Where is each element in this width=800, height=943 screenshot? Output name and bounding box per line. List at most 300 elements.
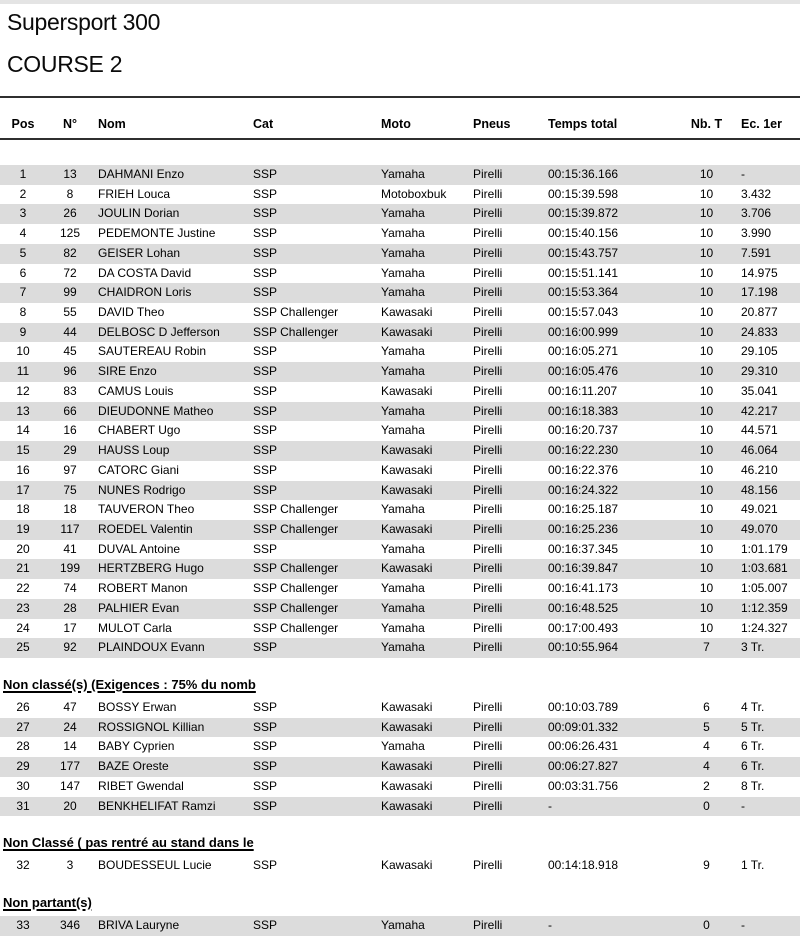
table-row [0, 757, 800, 777]
cell-ec: 8 Tr. [741, 778, 765, 793]
table-row [0, 698, 800, 718]
cell-pos: 12 [16, 383, 30, 398]
column-header-num: N° [62, 117, 78, 131]
table-header-row [0, 112, 800, 136]
cell-cat: SSP [253, 206, 278, 221]
cell-pos: 6 [19, 265, 27, 280]
cell-pneus: Pirelli [473, 344, 503, 359]
cell-num: 125 [59, 226, 81, 241]
cell-nbt: 10 [699, 245, 714, 260]
table-row [0, 342, 800, 362]
cell-nom: MULOT Carla [98, 620, 172, 635]
cell-moto: Yamaha [381, 502, 425, 517]
cell-cat: SSP [253, 699, 278, 714]
cell-nbt: 10 [699, 462, 714, 477]
cell-cat: SSP [253, 858, 278, 873]
cell-nom: CHAIDRON Loris [98, 285, 192, 300]
cell-temps: 00:09:01.332 [548, 719, 619, 734]
cell-cat: SSP [253, 423, 278, 438]
cell-num: 29 [63, 443, 77, 458]
cell-pos: 13 [16, 403, 30, 418]
cell-pneus: Pirelli [473, 759, 503, 774]
cell-pneus: Pirelli [473, 521, 503, 536]
cell-temps: 00:03:31.756 [548, 778, 619, 793]
cell-nom: ROSSIGNOL Killian [98, 719, 205, 734]
table-row [0, 244, 800, 264]
cell-ec: 1 Tr. [741, 858, 765, 873]
cell-pneus: Pirelli [473, 305, 503, 320]
cell-moto: Yamaha [381, 167, 425, 181]
cell-temps: 00:17:00.493 [548, 620, 619, 635]
cell-moto: Yamaha [381, 265, 425, 280]
cell-moto: Kawasaki [381, 778, 433, 793]
cell-temps: 00:15:51.141 [548, 265, 619, 280]
cell-nbt: 6 [703, 699, 710, 714]
cell-pos: 26 [16, 699, 30, 714]
cell-temps: 00:16:22.230 [548, 443, 619, 458]
table-row [0, 441, 800, 461]
cell-nom: NUNES Rodrigo [98, 482, 186, 497]
cell-temps: 00:16:24.322 [548, 482, 619, 497]
cell-ec: - [741, 798, 745, 813]
cell-ec: 49.021 [741, 502, 778, 517]
cell-pneus: Pirelli [473, 699, 503, 714]
table-row [0, 638, 800, 658]
table-row [0, 619, 800, 639]
cell-num: 66 [63, 403, 77, 418]
cell-nom: DELBOSC D Jefferson [98, 324, 220, 339]
table-row [0, 303, 800, 323]
cell-pneus: Pirelli [473, 403, 503, 418]
cell-cat: SSP [253, 245, 278, 260]
cell-pneus: Pirelli [473, 186, 503, 201]
cell-temps: 00:10:55.964 [548, 640, 619, 655]
cell-pneus: Pirelli [473, 364, 503, 379]
cell-temps: 00:15:53.364 [548, 285, 619, 300]
cell-pneus: Pirelli [473, 324, 503, 339]
cell-cat: SSP [253, 265, 278, 280]
cell-temps: 00:16:39.847 [548, 561, 619, 576]
cell-num: 45 [63, 344, 77, 359]
cell-pneus: Pirelli [473, 600, 503, 615]
cell-nom: GEISER Lohan [98, 245, 181, 260]
cell-nbt: 4 [703, 759, 710, 774]
cell-moto: Yamaha [381, 918, 425, 932]
cell-moto: Yamaha [381, 226, 425, 241]
cell-nom: BOSSY Erwan [98, 699, 177, 714]
cell-num: 16 [63, 423, 77, 438]
cell-num: 82 [63, 245, 77, 260]
cell-temps: 00:16:11.207 [548, 383, 618, 398]
cell-nom: PALHIER Evan [98, 600, 180, 615]
cell-cat: SSP Challenger [253, 600, 339, 615]
section-header: Non partant(s) [3, 895, 92, 910]
cell-cat: SSP [253, 482, 278, 497]
cell-temps: 00:10:03.789 [548, 699, 619, 714]
cell-num: 83 [63, 383, 77, 398]
cell-num: 47 [63, 699, 77, 714]
cell-ec: 5 Tr. [741, 719, 765, 734]
cell-nom: DAHMANI Enzo [98, 167, 185, 181]
cell-cat: SSP [253, 186, 278, 201]
cell-nom: DUVAL Antoine [98, 541, 181, 556]
cell-ec: 24.833 [741, 324, 778, 339]
cell-pos: 9 [19, 324, 27, 339]
cell-temps: 00:15:36.166 [548, 167, 619, 181]
cell-ec: - [741, 918, 745, 932]
column-header-cat: Cat [253, 117, 274, 131]
table-row [0, 323, 800, 343]
cell-ec: 1:03.681 [741, 561, 788, 576]
table-row [0, 500, 800, 520]
cell-temps: 00:16:25.187 [548, 502, 619, 517]
cell-cat: SSP [253, 739, 278, 754]
cell-temps: 00:16:00.999 [548, 324, 619, 339]
cell-cat: SSP Challenger [253, 521, 339, 536]
results-table-body [0, 165, 800, 936]
cell-temps: 00:14:18.918 [548, 858, 619, 873]
cell-pos: 32 [16, 858, 30, 873]
cell-moto: Yamaha [381, 344, 425, 359]
cell-moto: Yamaha [381, 423, 425, 438]
cell-num: 97 [63, 462, 77, 477]
cell-moto: Yamaha [381, 541, 425, 556]
cell-pos: 30 [16, 778, 30, 793]
cell-num: 99 [63, 285, 77, 300]
cell-nbt: 10 [699, 443, 714, 458]
cell-nom: DA COSTA David [98, 265, 192, 280]
cell-ec: 17.198 [741, 285, 778, 300]
cell-moto: Yamaha [381, 739, 425, 754]
table-row [0, 579, 800, 599]
cell-nbt: 7 [703, 640, 710, 655]
cell-nom: PEDEMONTE Justine [98, 226, 216, 241]
cell-ec: 1:12.359 [741, 600, 788, 615]
column-header-pos: Pos [11, 117, 35, 131]
cell-pos: 22 [16, 581, 30, 596]
table-row [0, 224, 800, 244]
cell-nom: BOUDESSEUL Lucie [98, 858, 212, 873]
cell-nbt: 10 [699, 364, 714, 379]
cell-moto: Kawasaki [381, 798, 433, 813]
table-row [0, 421, 800, 441]
cell-moto: Kawasaki [381, 305, 433, 320]
cell-ec: 3.432 [741, 186, 772, 201]
cell-nom: FRIEH Louca [98, 186, 171, 201]
cell-pos: 19 [16, 521, 30, 536]
cell-pneus: Pirelli [473, 285, 503, 300]
cell-moto: Kawasaki [381, 719, 433, 734]
cell-cat: SSP [253, 719, 278, 734]
race-title: COURSE 2 [7, 51, 123, 77]
cell-num: 177 [59, 759, 81, 774]
cell-pos: 23 [16, 600, 30, 615]
header-rule-bottom [0, 138, 800, 140]
cell-moto: Kawasaki [381, 521, 433, 536]
cell-pos: 17 [16, 482, 30, 497]
cell-cat: SSP [253, 778, 278, 793]
cell-ec: - [741, 167, 745, 181]
cell-nom: DAVID Theo [98, 305, 165, 320]
table-row [0, 402, 800, 422]
cell-ec: 6 Tr. [741, 759, 765, 774]
cell-num: 17 [63, 620, 77, 635]
cell-pos: 15 [16, 443, 30, 458]
cell-temps: 00:06:27.827 [548, 759, 619, 774]
cell-pos: 18 [16, 502, 30, 517]
section-header: Non classé(s) (Exigences : 75% du nomb [3, 676, 256, 692]
cell-nom: BENKHELIFAT Ramzi [98, 798, 216, 813]
cell-cat: SSP Challenger [253, 581, 339, 596]
cell-pos: 16 [16, 462, 30, 477]
table-row [0, 559, 800, 579]
cell-num: 18 [63, 502, 77, 517]
cell-temps: 00:15:39.872 [548, 206, 619, 221]
cell-moto: Yamaha [381, 640, 425, 655]
column-header-pneus: Pneus [473, 117, 511, 131]
cell-pneus: Pirelli [473, 383, 503, 398]
cell-num: 346 [59, 918, 81, 932]
cell-temps: 00:16:20.737 [548, 423, 619, 438]
cell-num: 3 [66, 858, 74, 873]
cell-moto: Kawasaki [381, 858, 433, 873]
cell-cat: SSP [253, 462, 278, 477]
cell-nbt: 10 [699, 383, 714, 398]
cell-temps: 00:15:40.156 [548, 226, 619, 241]
cell-moto: Kawasaki [381, 443, 433, 458]
cell-moto: Yamaha [381, 403, 425, 418]
cell-nom: BAZE Oreste [98, 759, 169, 774]
cell-temps: 00:16:48.525 [548, 600, 619, 615]
cell-nbt: 0 [703, 798, 710, 813]
cell-temps: - [548, 798, 552, 813]
cell-ec: 48.156 [741, 482, 778, 497]
cell-nbt: 4 [703, 739, 710, 754]
cell-nbt: 2 [703, 778, 710, 793]
table-row [0, 718, 800, 738]
page-top-edge [0, 0, 800, 4]
cell-ec: 46.064 [741, 443, 778, 458]
column-header-nom: Nom [98, 117, 126, 131]
cell-nom: CATORC Giani [98, 462, 179, 477]
section-header: Non Classé ( pas rentré au stand dans le [3, 835, 254, 851]
column-header-temps: Temps total [548, 117, 618, 131]
cell-nbt: 10 [699, 541, 714, 556]
cell-nbt: 10 [699, 285, 714, 300]
table-row [0, 362, 800, 382]
cell-pos: 21 [16, 561, 30, 576]
cell-num: 75 [63, 482, 77, 497]
cell-cat: SSP Challenger [253, 305, 339, 320]
cell-pos: 27 [16, 719, 30, 734]
cell-num: 8 [66, 186, 74, 201]
cell-ec: 49.070 [741, 521, 778, 536]
cell-nom: PLAINDOUX Evann [98, 640, 205, 655]
cell-moto: Kawasaki [381, 561, 433, 576]
cell-cat: SSP [253, 364, 278, 379]
cell-pneus: Pirelli [473, 858, 503, 873]
cell-nbt: 10 [699, 423, 714, 438]
cell-cat: SSP [253, 344, 278, 359]
cell-ec: 42.217 [741, 403, 778, 418]
cell-moto: Yamaha [381, 364, 425, 379]
cell-moto: Motoboxbuk [381, 186, 447, 201]
event-title: Supersport 300 [7, 9, 161, 35]
cell-nom: BRIVA Lauryne [98, 918, 180, 932]
cell-nbt: 10 [699, 265, 714, 280]
cell-pos: 1 [19, 167, 27, 181]
cell-pos: 14 [16, 423, 30, 438]
table-row [0, 204, 800, 224]
cell-cat: SSP [253, 443, 278, 458]
cell-cat: SSP [253, 640, 278, 655]
table-row [0, 264, 800, 284]
cell-pos: 8 [19, 305, 27, 320]
cell-pos: 31 [16, 798, 30, 813]
cell-cat: SSP [253, 541, 278, 556]
cell-temps: 00:16:18.383 [548, 403, 619, 418]
cell-ec: 6 Tr. [741, 739, 765, 754]
cell-moto: Kawasaki [381, 699, 433, 714]
cell-temps: 00:15:43.757 [548, 245, 619, 260]
cell-pneus: Pirelli [473, 167, 503, 181]
cell-ec: 7.591 [741, 245, 772, 260]
cell-temps: 00:16:05.271 [548, 344, 619, 359]
cell-num: 117 [60, 521, 80, 536]
cell-ec: 4 Tr. [741, 699, 765, 714]
cell-cat: SSP Challenger [253, 561, 339, 576]
cell-pneus: Pirelli [473, 561, 503, 576]
column-header-nbt: Nb. T [690, 117, 723, 131]
cell-pos: 29 [16, 759, 30, 774]
cell-nom: SAUTEREAU Robin [98, 344, 207, 359]
cell-pneus: Pirelli [473, 226, 503, 241]
cell-moto: Kawasaki [381, 324, 433, 339]
cell-cat: SSP [253, 226, 278, 241]
cell-num: 199 [59, 561, 81, 576]
cell-ec: 1:01.179 [741, 541, 788, 556]
cell-cat: SSP Challenger [253, 324, 339, 339]
cell-pneus: Pirelli [473, 581, 503, 596]
cell-moto: Kawasaki [381, 383, 433, 398]
table-row [0, 283, 800, 303]
cell-pos: 4 [19, 226, 27, 241]
cell-moto: Yamaha [381, 285, 425, 300]
cell-pneus: Pirelli [473, 918, 503, 932]
cell-nbt: 10 [699, 344, 714, 359]
cell-ec: 29.105 [741, 344, 778, 359]
cell-num: 55 [63, 305, 77, 320]
cell-pneus: Pirelli [473, 719, 503, 734]
table-row [0, 481, 800, 501]
cell-pneus: Pirelli [473, 423, 503, 438]
cell-cat: SSP [253, 383, 278, 398]
cell-cat: SSP [253, 759, 278, 774]
cell-num: 24 [63, 719, 77, 734]
cell-nbt: 10 [699, 206, 714, 221]
cell-nbt: 10 [699, 186, 714, 201]
cell-ec: 1:24.327 [741, 620, 788, 635]
cell-temps: 00:16:05.476 [548, 364, 619, 379]
cell-pos: 11 [16, 364, 30, 379]
cell-ec: 44.571 [741, 423, 778, 438]
cell-nom: DIEUDONNE Matheo [98, 403, 214, 418]
cell-nbt: 5 [703, 719, 710, 734]
cell-pos: 28 [16, 739, 30, 754]
cell-nbt: 10 [699, 600, 714, 615]
cell-num: 20 [63, 798, 77, 813]
table-row [0, 382, 800, 402]
column-header-ec: Ec. 1er [741, 117, 783, 131]
cell-moto: Kawasaki [381, 482, 433, 497]
cell-pos: 3 [19, 206, 27, 221]
cell-nbt: 0 [703, 918, 710, 932]
cell-ec: 14.975 [741, 265, 778, 280]
cell-pos: 25 [16, 640, 30, 655]
cell-moto: Yamaha [381, 620, 425, 635]
cell-temps: 00:16:25.236 [548, 521, 619, 536]
cell-moto: Kawasaki [381, 462, 433, 477]
cell-num: 44 [63, 324, 77, 339]
cell-pneus: Pirelli [473, 541, 503, 556]
cell-num: 74 [63, 581, 77, 596]
cell-pneus: Pirelli [473, 462, 503, 477]
cell-pneus: Pirelli [473, 502, 503, 517]
cell-nbt: 10 [699, 502, 714, 517]
cell-pos: 24 [16, 620, 30, 635]
table-row [0, 856, 800, 876]
cell-nom: JOULIN Dorian [98, 206, 180, 221]
cell-pneus: Pirelli [473, 443, 503, 458]
cell-nom: BABY Cyprien [98, 739, 175, 754]
cell-nbt: 10 [699, 482, 714, 497]
cell-nom: ROBERT Manon [98, 581, 188, 596]
cell-nom: SIRE Enzo [98, 364, 157, 379]
cell-nbt: 10 [699, 561, 714, 576]
cell-nom: HERTZBERG Hugo [98, 561, 204, 576]
cell-temps: 00:06:26.431 [548, 739, 619, 754]
cell-num: 26 [63, 206, 77, 221]
table-row [0, 777, 800, 797]
cell-nbt: 9 [703, 858, 710, 873]
cell-nom: RIBET Gwendal [98, 778, 184, 793]
cell-ec: 3.990 [741, 226, 772, 241]
cell-ec: 3.706 [741, 206, 772, 221]
cell-num: 147 [59, 778, 81, 793]
cell-moto: Yamaha [381, 245, 425, 260]
cell-pneus: Pirelli [473, 798, 503, 813]
cell-temps: 00:16:41.173 [548, 581, 619, 596]
cell-nbt: 10 [699, 620, 714, 635]
cell-nbt: 10 [699, 167, 714, 181]
cell-ec: 1:05.007 [741, 581, 788, 596]
cell-nom: CHABERT Ugo [98, 423, 181, 438]
cell-temps: 00:15:57.043 [548, 305, 619, 320]
cell-nom: TAUVERON Theo [98, 502, 195, 517]
cell-pos: 7 [19, 285, 27, 300]
cell-temps: - [548, 918, 552, 932]
cell-pos: 5 [19, 245, 27, 260]
cell-nom: CAMUS Louis [98, 383, 174, 398]
cell-pneus: Pirelli [473, 265, 503, 280]
cell-pneus: Pirelli [473, 739, 503, 754]
table-row [0, 461, 800, 481]
cell-num: 96 [63, 364, 77, 379]
cell-cat: SSP [253, 285, 278, 300]
cell-pos: 2 [19, 186, 27, 201]
cell-pos: 20 [16, 541, 30, 556]
cell-pneus: Pirelli [473, 206, 503, 221]
